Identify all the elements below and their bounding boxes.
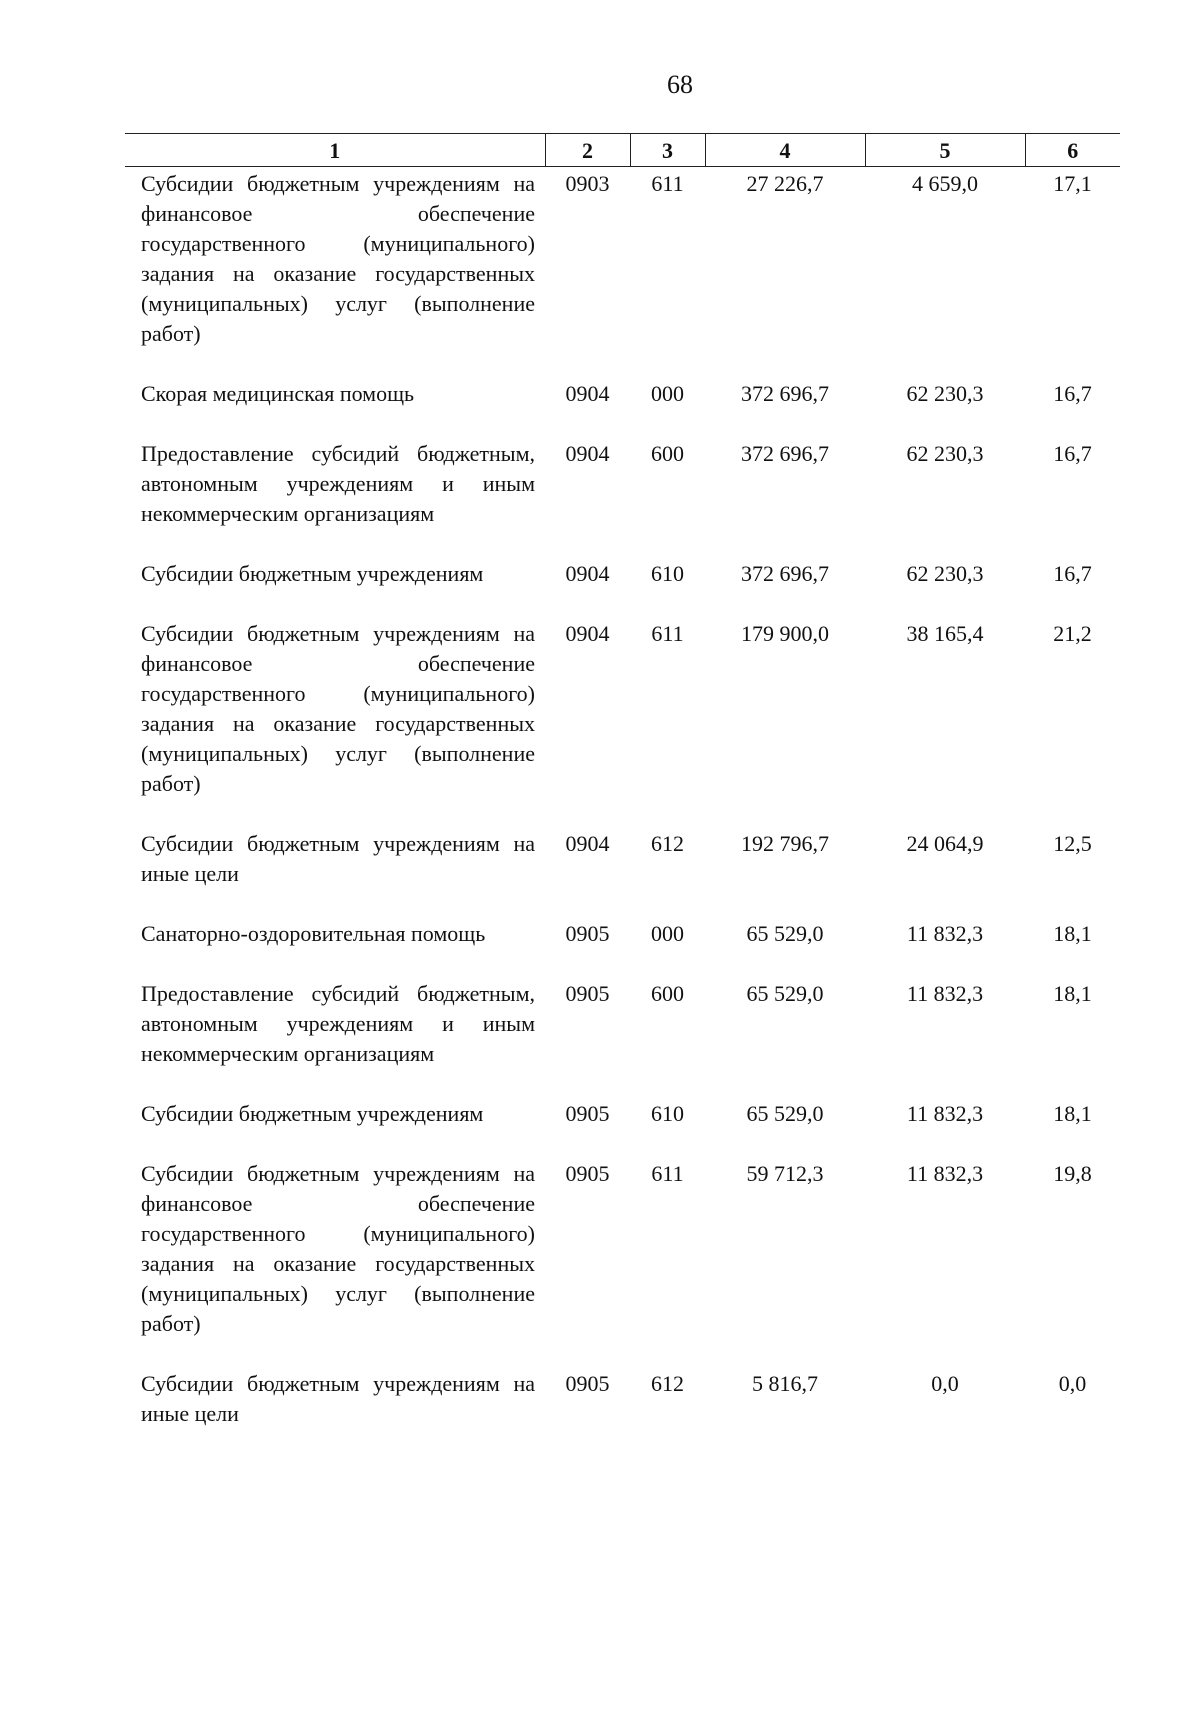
row-percent: 17,1 <box>1053 171 1092 196</box>
row-expense-code: 600 <box>651 441 684 466</box>
row-percent: 18,1 <box>1053 921 1092 946</box>
row-name: Предоставление субсидий бюджетным, автономным учреждениям и иным некоммерческим организациям <box>141 981 535 1066</box>
header-col-5: 5 <box>865 134 1025 167</box>
header-col-4: 4 <box>705 134 865 167</box>
table-row <box>125 535 1120 595</box>
header-col-2: 2 <box>545 134 630 167</box>
row-expense-code: 000 <box>651 381 684 406</box>
row-expense-code: 611 <box>651 171 684 196</box>
row-section-code: 0903 <box>565 171 610 196</box>
row-planned-amount: 179 900,0 <box>741 621 829 646</box>
header-col-6: 6 <box>1025 134 1120 167</box>
row-percent: 18,1 <box>1053 1101 1092 1126</box>
row-actual-amount: 11 832,3 <box>906 921 984 946</box>
page-number: 68 <box>667 70 693 99</box>
table-row <box>125 167 1120 356</box>
row-name: Субсидии бюджетным учреждениям на финансовое обеспечение государственного (муниципального) задания на оказание государственных (муниципальных) услуг (выполнение работ) <box>141 171 535 346</box>
table-row <box>125 415 1120 535</box>
table-body <box>125 167 1120 1436</box>
table-row <box>125 355 1120 415</box>
table-row <box>125 955 1120 1075</box>
row-planned-amount: 372 696,7 <box>741 561 829 586</box>
row-planned-amount: 65 529,0 <box>746 981 824 1006</box>
row-actual-amount: 38 165,4 <box>906 621 984 646</box>
row-expense-code: 000 <box>651 921 684 946</box>
row-expense-code: 611 <box>651 1161 684 1186</box>
table-row <box>125 595 1120 805</box>
row-section-code: 0904 <box>565 561 610 586</box>
row-actual-amount: 62 230,3 <box>906 561 984 586</box>
header-col-3: 3 <box>630 134 705 167</box>
row-percent: 18,1 <box>1053 981 1092 1006</box>
row-planned-amount: 372 696,7 <box>741 441 829 466</box>
row-expense-code: 612 <box>651 831 684 856</box>
budget-table <box>125 133 1120 1435</box>
row-percent: 19,8 <box>1053 1161 1092 1186</box>
row-planned-amount: 5 816,7 <box>752 1371 818 1396</box>
row-actual-amount: 11 832,3 <box>906 1161 984 1186</box>
row-section-code: 0905 <box>565 1101 610 1126</box>
header-row <box>125 134 1120 167</box>
table-row <box>125 805 1120 895</box>
row-planned-amount: 372 696,7 <box>741 381 829 406</box>
table-row <box>125 1075 1120 1135</box>
row-name: Предоставление субсидий бюджетным, автономным учреждениям и иным некоммерческим организациям <box>141 441 535 526</box>
row-section-code: 0904 <box>565 831 610 856</box>
row-actual-amount: 62 230,3 <box>906 441 984 466</box>
row-name: Субсидии бюджетным учреждениям <box>141 561 484 586</box>
row-planned-amount: 27 226,7 <box>746 171 824 196</box>
table-row <box>125 1345 1120 1435</box>
row-percent: 16,7 <box>1053 441 1092 466</box>
row-percent: 21,2 <box>1053 621 1092 646</box>
row-actual-amount: 0,0 <box>931 1371 959 1396</box>
row-expense-code: 600 <box>651 981 684 1006</box>
row-actual-amount: 24 064,9 <box>906 831 984 856</box>
row-name: Субсидии бюджетным учреждениям на иные цели <box>141 831 535 886</box>
row-expense-code: 610 <box>651 1101 684 1126</box>
header-col-1: 1 <box>125 134 545 167</box>
row-section-code: 0904 <box>565 441 610 466</box>
row-expense-code: 610 <box>651 561 684 586</box>
row-name: Скорая медицинская помощь <box>141 381 415 406</box>
row-name: Субсидии бюджетным учреждениям на финансовое обеспечение государственного (муниципального) задания на оказание государственных (муниципальных) услуг (выполнение работ) <box>141 1161 535 1336</box>
row-section-code: 0905 <box>565 981 610 1006</box>
row-section-code: 0904 <box>565 621 610 646</box>
row-name: Субсидии бюджетным учреждениям на иные цели <box>141 1371 535 1426</box>
table-row <box>125 895 1120 955</box>
row-actual-amount: 11 832,3 <box>906 981 984 1006</box>
row-percent: 16,7 <box>1053 561 1092 586</box>
row-percent: 12,5 <box>1053 831 1092 856</box>
row-planned-amount: 65 529,0 <box>746 1101 824 1126</box>
row-actual-amount: 62 230,3 <box>906 381 984 406</box>
row-name: Субсидии бюджетным учреждениям <box>141 1101 484 1126</box>
row-expense-code: 612 <box>651 1371 684 1396</box>
row-planned-amount: 59 712,3 <box>746 1161 824 1186</box>
row-planned-amount: 192 796,7 <box>741 831 829 856</box>
table-header <box>125 134 1120 167</box>
row-section-code: 0905 <box>565 1371 610 1396</box>
table-row <box>125 1135 1120 1345</box>
row-expense-code: 611 <box>651 621 684 646</box>
row-planned-amount: 65 529,0 <box>746 921 824 946</box>
row-percent: 0,0 <box>1058 1371 1087 1396</box>
row-section-code: 0905 <box>565 1161 610 1186</box>
row-section-code: 0905 <box>565 921 610 946</box>
row-actual-amount: 11 832,3 <box>906 1101 984 1126</box>
budget-table-container <box>125 133 1120 1435</box>
row-percent: 16,7 <box>1053 381 1092 406</box>
row-name: Субсидии бюджетным учреждениям на финансовое обеспечение государственного (муниципального) задания на оказание государственных (муниципальных) услуг (выполнение работ) <box>141 621 535 796</box>
row-actual-amount: 4 659,0 <box>912 171 978 196</box>
row-section-code: 0904 <box>565 381 610 406</box>
row-name: Санаторно-оздоровительная помощь <box>141 921 486 946</box>
